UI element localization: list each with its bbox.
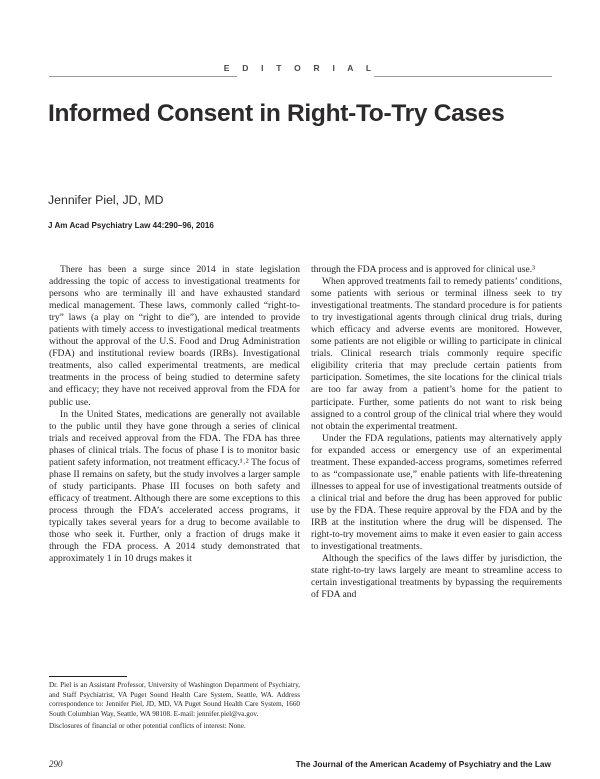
article-author: Jennifer Piel, JD, MD — [48, 193, 164, 207]
footnote-rule — [49, 676, 127, 677]
paragraph: Under the FDA regulations, patients may alternatively apply for expanded access or emergency use of an experimental treatment. These expanded-access programs, sometimes referred to as “compassionate use,” enable patients with life-threatening illnesses to appeal for use of investigational treatments outside of a clinical trial and before the drug has been approved for public use by the FDA. These require approval by the FDA and by the IRB at the institution where the drug will be dispensed. The right-to-try movement aims to make it even easier to gain access to investigational treatments. — [311, 432, 562, 553]
page-number: 290 — [49, 759, 63, 769]
section-label: E D I T O R I A L — [223, 63, 377, 73]
paragraph: In the United States, medications are generally not available to the public until they have gone through a series of clinical trials and received approval from the FDA. The FDA has three phases of clinical trials. The focus of phase I is to monitor basic patient safety information, not treatment efficacy.¹˒² The focus of phase II remains on safety, but the study involves a larger sample of study participants. Phase III focuses on both safety and efficacy of treatment. Although there are some exceptions to this process through the FDA’s accelerated access programs, it typically takes several years for a drug to become available to those who seek it. Further, only a fraction of drugs make it through the FDA process. A 2014 study demonstrated that approximately 1 in 10 drugs makes it — [49, 408, 300, 565]
journal-name: The Journal of the American Academy of Psychiatry and the Law — [295, 759, 551, 769]
body-column-right — [311, 264, 562, 601]
section-rule-left — [49, 76, 237, 77]
paragraph: When approved treatments fail to remedy patients’ conditions, some patients with serious or terminal illness seek to try investigational treatments. The standard procedure is for patients to try investigational agents through clinical drug trials, during which efficacy and adverse events are monitored. However, some patients are not eligible or willing to participate in clinical trials. Clinical research trials commonly require specific eligibility criteria that may preclude certain patients from participation. Sometimes, the site locations for the clinical trials are too far away from a patient’s home for the patient to participate. Further, some patients do not want to risk being assigned to a control group of the clinical trial where they would not obtain the experimental treatment. — [311, 276, 562, 432]
footnote-affiliation: Dr. Piel is an Assistant Professor, University of Washington Department of Psychiatry, and Staff Psychiatrist, VA Puget Sound Health Care System, Seattle, WA. Address correspondence to: Jennifer Piel, JD, MD, VA Puget Sound Health Care System, 1660 South Columbian Way, Seattle, WA 98108. E-mail: jennifer.piel@va.gov. — [49, 681, 300, 718]
section-rule-right — [374, 76, 552, 77]
footnotes — [49, 681, 300, 735]
article-title: Informed Consent in Right-To-Try Cases — [48, 100, 505, 127]
paragraph: There has been a surge since 2014 in state legislation addressing the topic of access to investigational treatments for persons who are terminally ill and have exhausted standard medical management. These laws, commonly called “right-to-try” laws (a play on “right to die”), are intended to provide patients with timely access to investigational medical treatments without the approval of the U.S. Food and Drug Administration (FDA) and institutional review boards (IRBs). Investigational treatments, also called experimental treatments, are medical treatments in the process of being studied to determine safety and efficacy; they have not received approval from the FDA for public use. — [49, 264, 300, 408]
body-column-left — [49, 264, 300, 565]
article-citation: J Am Acad Psychiatry Law 44:290–96, 2016 — [48, 221, 214, 230]
footnote-disclosure: Disclosures of financial or other potential conflicts of interest: None. — [49, 722, 246, 730]
paragraph: Although the specifics of the laws differ by jurisdiction, the state right-to-try laws largely are meant to streamline access to certain investigational treatments by bypassing the requirements of FDA and — [311, 553, 562, 601]
paragraph: through the FDA process and is approved for clinical use.³ — [311, 264, 536, 275]
